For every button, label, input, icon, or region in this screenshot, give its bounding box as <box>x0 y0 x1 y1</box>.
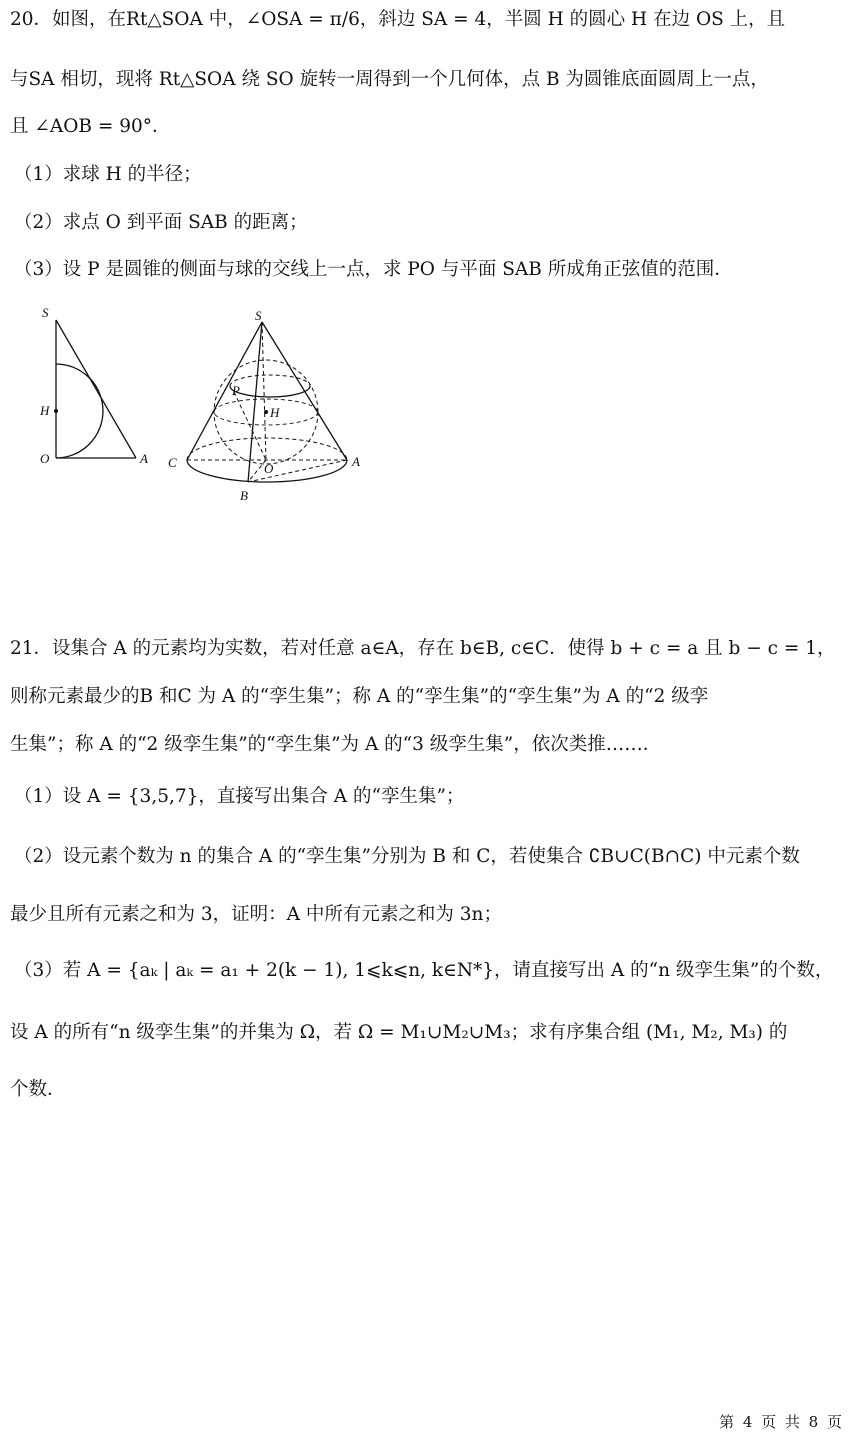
q20-part-3: （3）设 P 是圆锥的侧面与球的交线上一点，求 PO 与平面 SAB 所成角正弦值的范围． <box>14 259 733 280</box>
semicircle-H <box>56 364 103 458</box>
base-ellipse-back <box>187 438 347 460</box>
q21-line-3: 生集”；称 A 的“2 级孪生集”的“孪生集”为 A 的“3 级孪生集”，依次类推……． <box>10 734 662 755</box>
label-B: B <box>240 488 248 503</box>
edge-AB <box>248 460 347 482</box>
figure-triangle-semicircle <box>30 300 160 475</box>
q20-part-2: （2）求点 O 到平面 SAB 的距离； <box>14 212 308 233</box>
q21-line-part3-cont: 设 A 的所有“n 级孪生集”的并集为 Ω，若 Ω = M₁∪M₂∪M₃；求有序集合组 (M₁, M₂, M₃) 的 <box>10 1022 788 1043</box>
q20-line-3: 且 ∠AOB = 90°． <box>10 116 171 137</box>
label-A: A <box>140 451 148 466</box>
q21-line-2: 则称元素最少的B 和C 为 A 的“孪生集”；称 A 的“孪生集”的“孪生集”为 A 的“2 级孪 <box>10 686 709 707</box>
label-C: C <box>168 455 177 470</box>
point-H <box>54 409 58 413</box>
q21-line-part2-cont: 最少且所有元素之和为 3，证明：A 中所有元素之和为 3n； <box>10 904 502 925</box>
q21-line-last: 个数． <box>10 1079 66 1100</box>
label-S: S <box>42 305 49 320</box>
label-H: H <box>270 405 280 420</box>
edge-SA <box>56 320 136 458</box>
label-P: P <box>232 383 240 398</box>
point-H <box>264 410 268 414</box>
q21-part-3: （3）若 A = {aₖ | aₖ = a₁ + 2(k − 1), 1⩽k⩽n, k∈N*}，请直接写出 A 的“n 级孪生集”的个数， <box>14 960 834 981</box>
label-H: H <box>40 403 50 418</box>
axis-SO <box>262 322 266 460</box>
q21-part-1: （1）设 A = {3,5,7}，直接写出集合 A 的“孪生集”； <box>14 786 465 807</box>
label-O: O <box>264 461 274 476</box>
cone-edge-SC <box>187 322 262 460</box>
q20-line-2: 与SA 相切，现将 Rt△SOA 绕 SO 旋转一周得到一个几何体，点 B 为圆锥底面圆周上一点， <box>10 69 769 90</box>
figure-cone-sphere <box>160 300 370 510</box>
q20-line-1: 20．如图，在Rt△SOA 中，∠OSA = π/6，斜边 SA = 4，半圆 H 的圆心 H 在边 OS 上，且 <box>10 9 786 30</box>
q21-line-1: 21．设集合 A 的元素均为实数，若对任意 a∈A，存在 b∈B, c∈C．使得 b + c = a 且 b − c = 1， <box>10 638 836 659</box>
edge-PO <box>234 392 266 460</box>
tangent-circle-front <box>230 386 310 397</box>
q21-part-2: （2）设元素个数为 n 的集合 A 的“孪生集”分别为 B 和 C，若使集合 ∁B∪C(B∩C) 中元素个数 <box>14 846 800 867</box>
label-S: S <box>255 308 262 323</box>
label-O: O <box>40 451 50 466</box>
edge-SB <box>248 322 262 482</box>
label-A: A <box>352 454 360 469</box>
page-footer: 第 4 页 共 8 页 <box>719 1413 844 1431</box>
q20-part-1: （1）求球 H 的半径； <box>14 164 202 185</box>
